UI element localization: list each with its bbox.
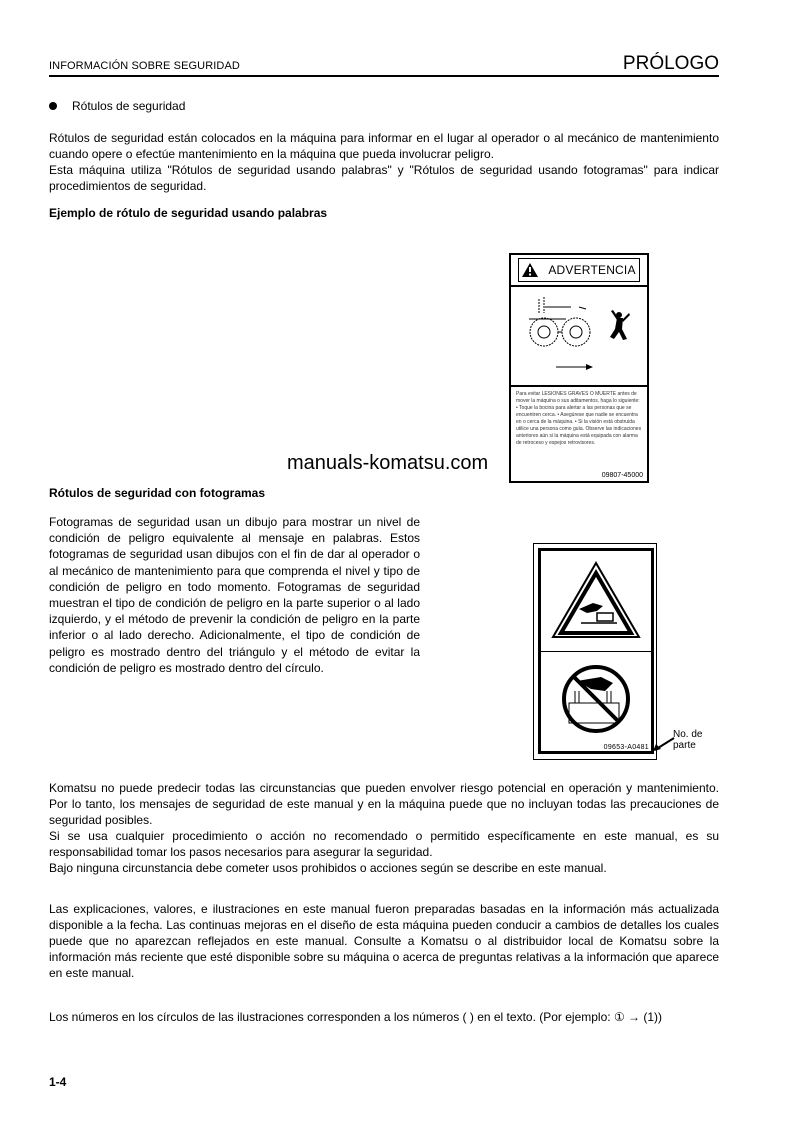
warning-triangle-icon bbox=[522, 263, 538, 277]
numbers-note: Los números en los círculos de las ilustraciones corresponden a los números ( ) en el texto. (Por ejemplo: ① → (1)) bbox=[49, 1010, 663, 1024]
bullet-heading bbox=[49, 99, 185, 113]
intro-line: Esta máquina utiliza "Rótulos de seguridad usando palabras" y "Rótulos de seguridad usando fotogramas" para indicar procedimientos de seguridad. bbox=[49, 163, 719, 193]
intro-line: Rótulos de seguridad están colocados en la máquina para informar en el lugar al operador o al mecánico de mantenimiento cuando opere o efectúe mantenimiento en la máquina que pueda involucrar peligro. bbox=[49, 131, 719, 161]
label-header bbox=[511, 255, 647, 287]
chapter-title: PRÓLOGO bbox=[622, 53, 719, 74]
word-label-heading: Ejemplo de rótulo de seguridad usando palabras bbox=[49, 206, 328, 220]
komatsu-notice bbox=[49, 780, 719, 876]
watermark: manuals-komatsu.com bbox=[287, 452, 489, 474]
intro-paragraph bbox=[49, 130, 719, 194]
machine-run-over-person-illustration bbox=[511, 287, 647, 387]
hand-crush-hazard-triangle-icon bbox=[541, 551, 651, 651]
label-title: ADVERTENCIA bbox=[548, 263, 636, 277]
pictogram-paragraph: Fotogramas de seguridad usan un dibujo para mostrar un nivel de condición de peligro equivalente al mensaje en palabras. Estos fotogramas de seguridad usan dibujos con el fin de dar al operador o al mecánico de mantenimiento para que comprenda el nivel y tipo de condición de peligro en todo momento. Fotogramas de seguridad muestran el tipo de condición de peligro en la parte superior o al lado izquierdo, y el método de prevenir la condición de peligro en la parte inferior o al lado derecho. Adicionalmente, el tipo de condición de peligro es mostrado dentro del triángulo y el método de evitar la condición de peligro es mostrado dentro del círculo. bbox=[49, 515, 420, 675]
no-hand-prohibition-circle-icon bbox=[541, 651, 651, 751]
label-part-number: 09807-45000 bbox=[601, 472, 643, 479]
notice-line: Bajo ninguna circunstancia debe cometer usos prohibidos o acciones según se describe en este manual. bbox=[49, 861, 607, 875]
word-safety-label bbox=[509, 253, 649, 483]
updates-notice: Las explicaciones, valores, e ilustraciones en este manual fueron preparadas basadas en la información más actualizada disponible a la fecha. Las continuas mejoras en el diseño de esta máquina pueden conducir a cambios de detalles los cuales puede que no aparezcan reflejados en este manual. Consulte a Komatsu o al distribuidor local de Komatsu sobre la información más reciente que esté disponible sobre su máquina o acerca de preguntas relativas a la información que aparece en este manual. bbox=[49, 902, 719, 980]
label-body-text: Para evitar LESIONES GRAVES O MUERTE antes de mover la máquina o sus aditamentos, haga lo siguiente: • Toque la bocina para alertar a las personas que se encuentren cerca. • Asegúrese que nadie se encuentra en o cerca de la máquina. • Si la visión está obstruida utilice una persona como guía. Observe las indicaciones anteriores aún si la máquina está equipada con alarma de retroceso y espejos retrovisores. bbox=[516, 391, 642, 446]
bullet-dot-icon bbox=[49, 102, 57, 110]
part-note-line: parte bbox=[673, 740, 696, 751]
label-part-number: 09653-A0481 bbox=[603, 744, 649, 751]
pictogram-label-heading: Rótulos de seguridad con fotogramas bbox=[49, 486, 266, 500]
part-note-line: No. de bbox=[673, 729, 703, 740]
section-title: INFORMACIÓN SOBRE SEGURIDAD bbox=[49, 60, 240, 72]
page-number: 1-4 bbox=[49, 1075, 67, 1089]
notice-line: Komatsu no puede predecir todas las circunstancias que pueden envolver riesgo potencial en operación y mantenimiento. Por lo tanto, los mensajes de seguridad de este manual y en la máquina puede que no incluyan todas las precauciones de seguridad posibles. bbox=[49, 781, 719, 827]
header-divider bbox=[49, 75, 719, 77]
bullet-heading-label: Rótulos de seguridad bbox=[72, 99, 186, 113]
pictogram-safety-label bbox=[533, 543, 657, 760]
part-number-callout bbox=[673, 729, 702, 751]
notice-line: Si se usa cualquier procedimiento o acción no recomendado o permitido específicamente en este manual, es su responsabilidad tomar los pasos necesarios para asegurar la seguridad. bbox=[49, 829, 719, 859]
